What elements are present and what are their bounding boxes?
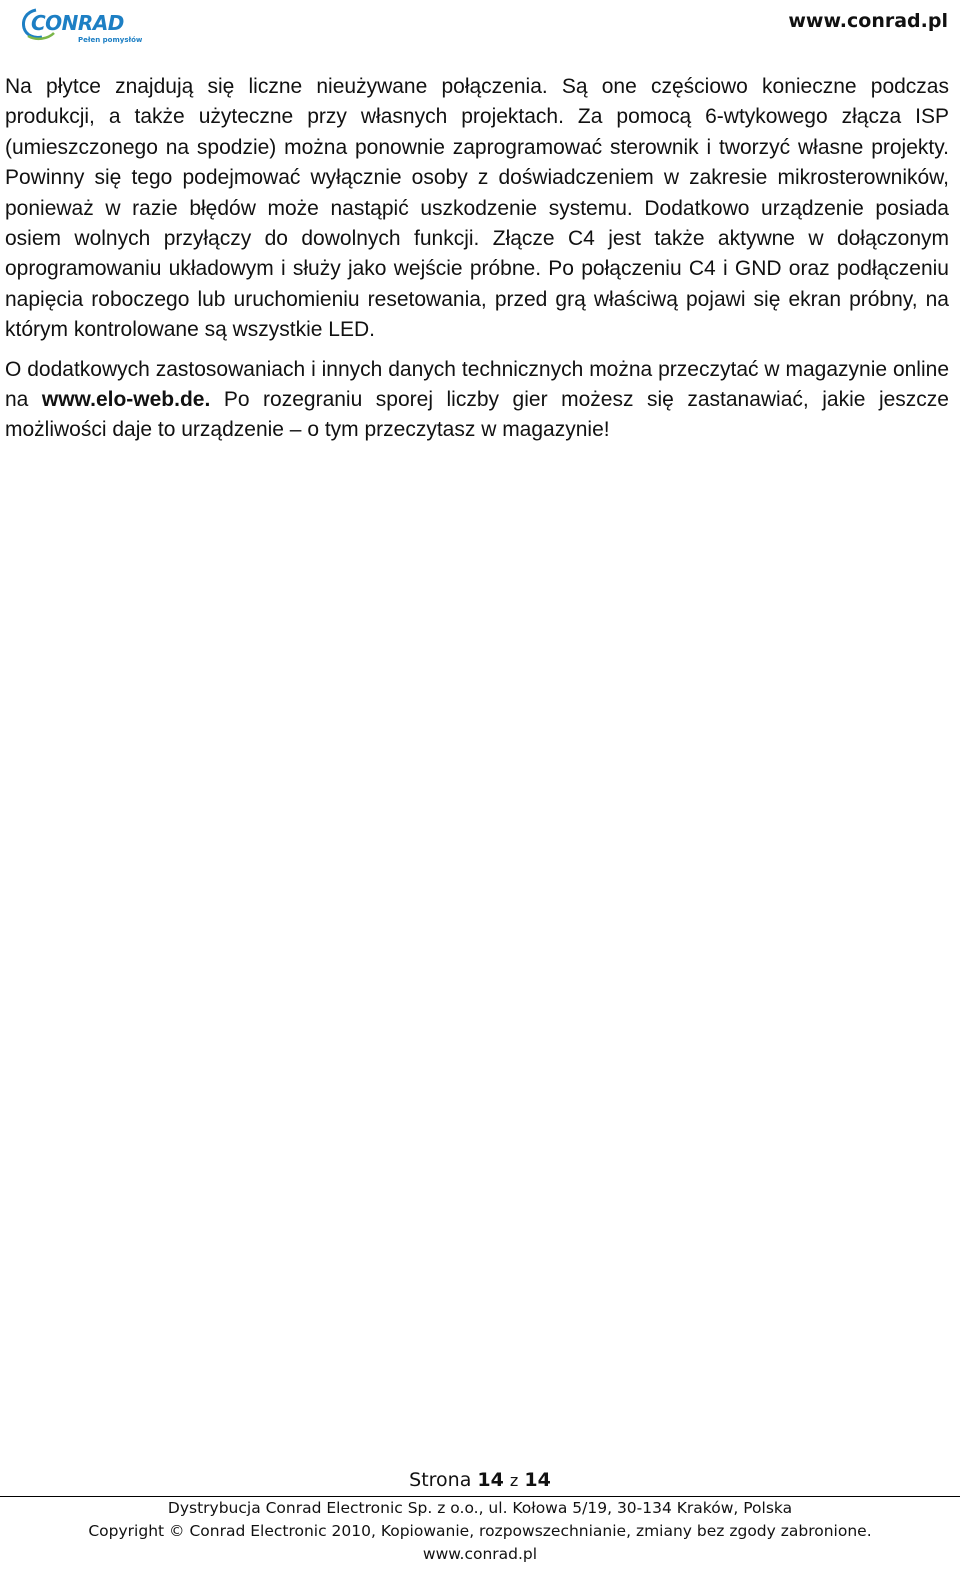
page-of: z <box>509 1471 519 1490</box>
footer-url[interactable]: www.conrad.pl <box>422 1545 538 1563</box>
conrad-logo <box>22 6 142 44</box>
page-total: 14 <box>524 1469 551 1491</box>
paragraph-1: Na płytce znajdują się liczne nieużywane połączenia. Są one częściowo konieczne podczas produkcji, a także użyteczne przy własnych projektach. Za pomocą 6-wtykowego złącza ISP (umieszczonego na spodzie) można ponownie zaprogramować sterownik i tworzyć własne projekty. Powinny się tego podejmować wyłącznie osoby z doświadczeniem w zakresie mikrosterowników, ponieważ w razie błędów może nastąpić uszkodzenie systemu. Dodatkowo urządzenie posiada osiem wolnych przyłączy do dowolnych funkcji. Złącze C4 jest także aktywne w dołączonym oprogramowaniu układowym i służy jako wejście próbne. Po połączeniu C4 i GND oraz podłączeniu napięcia roboczego lub uruchomieniu resetowania, przed grą właściwą pojawi się ekran próbny, na którym kontrolowane są wszystkie LED. <box>5 75 949 342</box>
footer-copyright: Copyright © Conrad Electronic 2010, Kopiowanie, rozpowszechnianie, zmiany bez zgody zabronione. <box>88 1522 872 1540</box>
elo-web-link[interactable]: www.elo-web.de. <box>41 388 211 412</box>
page-current: 14 <box>477 1469 504 1491</box>
page-number <box>0 1466 960 1494</box>
page-header <box>0 0 960 50</box>
header-url: www.conrad.pl <box>788 10 948 32</box>
page-footer <box>0 1466 960 1566</box>
paragraph-2-text-start: O dodatkowych zastosowaniach i innych danych technicznych można przeczytać w magazynie online na <box>5 357 949 412</box>
svg-text:Pełen pomysłów: Pełen pomysłów <box>78 36 142 44</box>
document-body <box>5 72 949 446</box>
paragraph-2-text-end: Po rozegraniu sporej liczby gier możesz się zastanawiać, jakie jeszcze możliwości daje to urządzenie – o tym przeczytasz w magazynie! <box>5 388 949 442</box>
paragraph-2 <box>5 355 949 446</box>
footer-distribution: Dystrybucja Conrad Electronic Sp. z o.o., ul. Kołowa 5/19, 30-134 Kraków, Polska <box>167 1499 793 1517</box>
page-word: Strona <box>409 1469 472 1491</box>
svg-text:CONRAD: CONRAD <box>31 11 124 35</box>
